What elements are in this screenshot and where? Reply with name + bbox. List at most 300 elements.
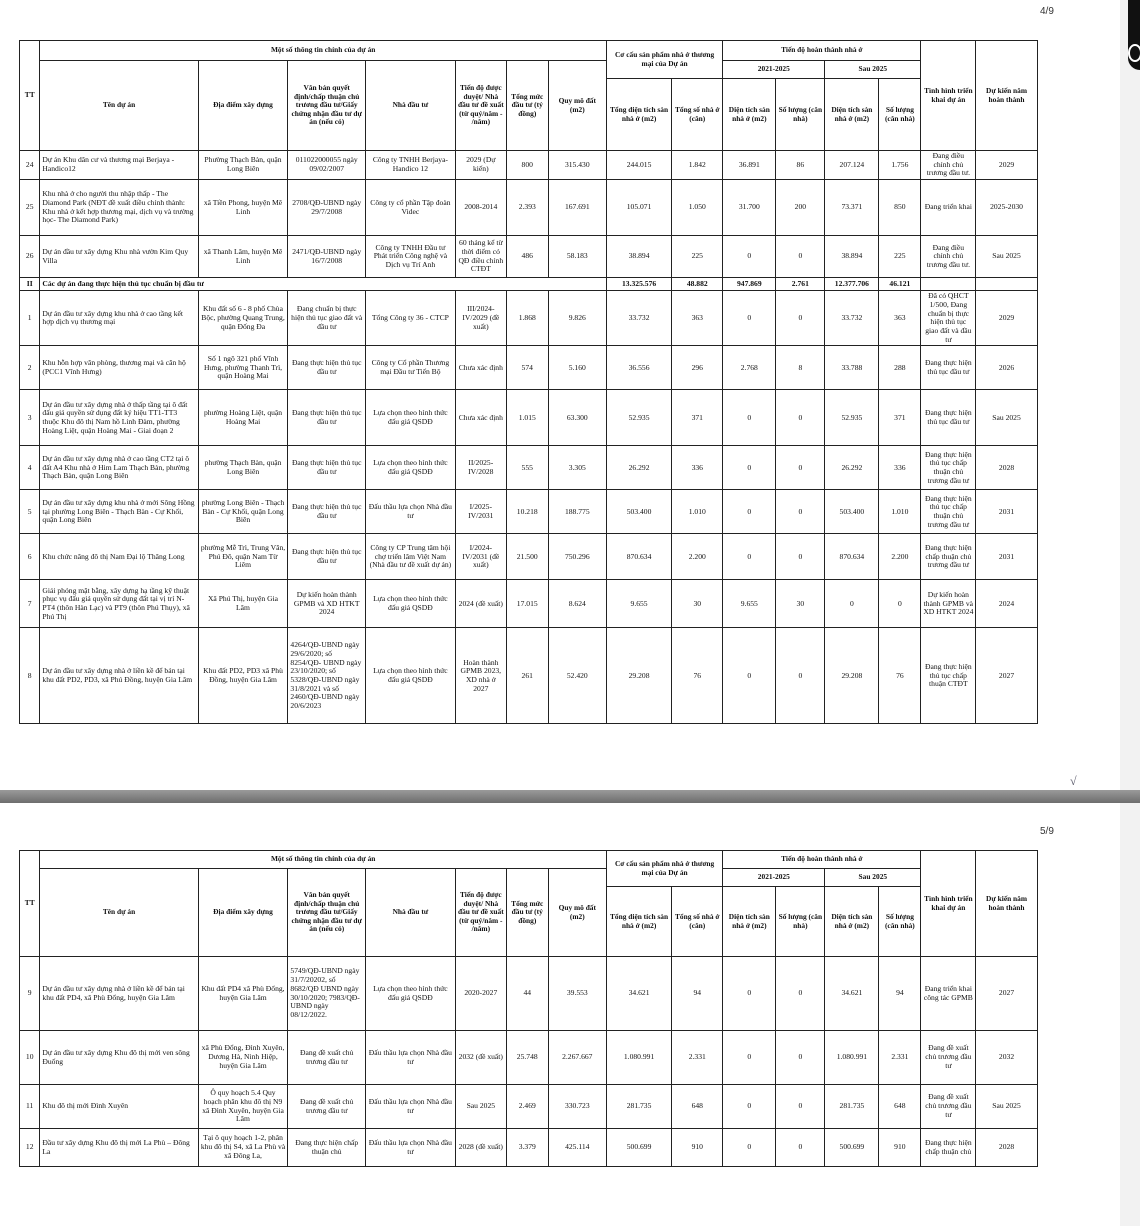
cell-a2: 33.788 xyxy=(825,346,879,390)
cell-u1: 0 xyxy=(776,957,825,1031)
col-total-units: Tổng số nhà ở (căn) xyxy=(672,887,723,957)
cell-year: 2026 xyxy=(976,346,1037,390)
cell-floor: 105.071 xyxy=(606,180,671,236)
table-row xyxy=(20,446,1097,490)
cell-u1: 0 xyxy=(776,291,825,346)
cell-u2: 94 xyxy=(879,957,921,1031)
cell-u2: 371 xyxy=(879,390,921,446)
cell-doc: Đang thực hiện thủ tục đầu tư xyxy=(288,534,366,580)
cell-floor: 503.400 xyxy=(606,490,671,534)
cell-u1: 86 xyxy=(776,151,825,180)
section-floor: 13.325.576 xyxy=(606,278,671,291)
col-floor-area-1: Diện tích sàn nhà ở (m2) xyxy=(723,887,776,957)
cell-name: Khu nhà ở cho người thu nhập thấp - The Diamond Park (NĐT đề xuất điều chỉnh thành: Khu nhà ở kết hợp thương mại, dịch vụ và trường học- The Diamond Park) xyxy=(40,180,198,236)
section-a1: 947.869 xyxy=(723,278,776,291)
col-floor-area-2: Diện tích sàn nhà ở (m2) xyxy=(825,887,879,957)
col-project-name: Tên dự án xyxy=(40,61,198,151)
section-u2: 46.121 xyxy=(879,278,921,291)
cell-units: 2.200 xyxy=(672,534,723,580)
cell-doc: 011022000055 ngày 09/02/2007 xyxy=(288,151,366,180)
table-row xyxy=(20,180,1097,236)
cell-location: phường Hoàng Liệt, quận Hoàng Mai xyxy=(198,390,288,446)
cell-schedule: I/2024-IV/2031 (đề xuất) xyxy=(455,534,506,580)
table-row xyxy=(20,957,1097,1031)
cell-floor: 244.015 xyxy=(606,151,671,180)
cell-schedule: 2028 (đề xuất) xyxy=(455,1129,506,1167)
cell-floor: 52.935 xyxy=(606,390,671,446)
cell-location: Số 1 ngõ 321 phố Vĩnh Hưng, phường Thanh Trì, quận Hoàng Mai xyxy=(198,346,288,390)
project-table xyxy=(19,850,1097,1167)
col-period-after-2025: Sau 2025 xyxy=(825,869,921,887)
cell-doc: Đang thực hiện thủ tục đầu tư xyxy=(288,446,366,490)
handwritten-mark: √ xyxy=(1070,774,1077,788)
col-status: Tình hình triển khai dự án xyxy=(921,41,976,151)
cell-schedule: Chưa xác định xyxy=(455,346,506,390)
cell-name: Dự án Khu dân cư và thương mại Berjaya - Handico12 xyxy=(40,151,198,180)
cell-invest: 1.015 xyxy=(506,390,548,446)
col-approved-schedule: Tiến độ được duyệt/ Nhà đầu tư đề xuất (từ quý/năm - /năm) xyxy=(455,61,506,151)
cell-year: 2027 xyxy=(976,628,1037,724)
cell-units: 363 xyxy=(672,291,723,346)
cell-location: phường Thạch Bàn, quận Long Biên xyxy=(198,446,288,490)
cell-name: Dự án đầu tư xây dựng khu nhà ở mới Sông Hồng tại phường Long Biên - Thạch Bàn - Cự Khối, quận Long Biên xyxy=(40,490,198,534)
cell-status: Dự kiến hoàn thành GPMB và XD HTKT 2024 xyxy=(921,580,976,628)
section-units: 48.882 xyxy=(672,278,723,291)
cell-u2: 850 xyxy=(879,180,921,236)
cell-doc: Dự kiến hoàn thành GPMB và XD HTKT 2024 xyxy=(288,580,366,628)
page-number: 4/9 xyxy=(1040,6,1054,17)
circle-icon xyxy=(1128,44,1140,62)
cell-name: Dự án đầu tư xây dựng nhà ở thấp tầng tại ô đất đấu giá quyền sử dụng đất ký hiệu TT1-TT3 thuộc Khu đô thị Nam hồ Linh Đàm, phường Hoàng Liệt, quận Hoàng Mai - Giai đoạn 2 xyxy=(40,390,198,446)
cell-units: 1.842 xyxy=(672,151,723,180)
cell-schedule: 60 tháng kể từ thời điểm có QĐ điều chỉnh CTĐT xyxy=(455,236,506,278)
cell-invest: 261 xyxy=(506,628,548,724)
cell-status: Đang thực hiện chấp thuận chủ trương đầu tư xyxy=(921,534,976,580)
cell-land: 9.826 xyxy=(548,291,606,346)
cell-year: 2029 xyxy=(976,151,1037,180)
cell-name: Dự án đầu tư xây dựng Khu nhà vườn Kim Quy Villa xyxy=(40,236,198,278)
cell-status: Đang thực hiện thủ tục chấp thuận chủ trương đầu tư xyxy=(921,490,976,534)
page-number: 5/9 xyxy=(1040,826,1054,837)
cell-floor: 38.894 xyxy=(606,236,671,278)
cell-tt: 26 xyxy=(20,236,40,278)
section-a2: 12.377.706 xyxy=(825,278,879,291)
cell-invest: 25.748 xyxy=(506,1031,548,1085)
col-completion-year: Dự kiến năm hoàn thành xyxy=(976,851,1037,957)
cell-name: Khu hỗn hợp văn phòng, thương mại và căn hộ (PCC1 Vĩnh Hưng) xyxy=(40,346,198,390)
cell-u1: 0 xyxy=(776,390,825,446)
cell-location: Ô quy hoạch 5.4 Quy hoạch phân khu đô thị N9 xã Đình Xuyên, huyện Gia Lâm xyxy=(198,1085,288,1129)
col-units-2: Số lượng (căn nhà) xyxy=(879,79,921,151)
cell-units: 30 xyxy=(672,580,723,628)
col-tt: TT xyxy=(20,41,40,151)
cell-a2: 73.371 xyxy=(825,180,879,236)
cell-tt: 25 xyxy=(20,180,40,236)
cell-u1: 200 xyxy=(776,180,825,236)
cell-investor: Công ty TNHH Berjaya-Handico 12 xyxy=(365,151,455,180)
cell-u2: 363 xyxy=(879,291,921,346)
cell-investor: Đấu thầu lựa chọn Nhà đầu tư xyxy=(365,1085,455,1129)
cell-u1: 0 xyxy=(776,490,825,534)
cell-status: Đang điều chỉnh chủ trương đầu tư. xyxy=(921,236,976,278)
col-location: Địa điểm xây dựng xyxy=(198,61,288,151)
cell-schedule: 2032 (đề xuất) xyxy=(455,1031,506,1085)
cell-units: 648 xyxy=(672,1085,723,1129)
section-tt: II xyxy=(20,278,40,291)
cell-location: Xã Phú Thị, huyện Gia Lâm xyxy=(198,580,288,628)
col-approved-schedule: Tiến độ được duyệt/ Nhà đầu tư đề xuất (từ quý/năm - /năm) xyxy=(455,869,506,957)
col-period-after-2025: Sau 2025 xyxy=(825,61,921,79)
cell-a2: 33.732 xyxy=(825,291,879,346)
cell-land: 58.183 xyxy=(548,236,606,278)
cell-u1: 8 xyxy=(776,346,825,390)
cell-u1: 0 xyxy=(776,236,825,278)
cell-floor: 1.080.991 xyxy=(606,1031,671,1085)
cell-location: Phường Thạch Bàn, quận Long Biên xyxy=(198,151,288,180)
cell-floor: 29.208 xyxy=(606,628,671,724)
cell-invest: 800 xyxy=(506,151,548,180)
cell-invest: 17.015 xyxy=(506,580,548,628)
cell-land: 52.420 xyxy=(548,628,606,724)
col-group-progress: Tiến độ hoàn thành nhà ở xyxy=(723,41,921,61)
col-group-general: Một số thông tin chính của dự án xyxy=(40,851,607,869)
cell-doc: 5749/QĐ-UBND ngày 31/7/20202, số 8682/QĐ UBND ngày 30/10/2020; 7983/QĐ-UBND ngày 08/12/2022. xyxy=(288,957,366,1031)
cell-units: 94 xyxy=(672,957,723,1031)
cell-units: 1.050 xyxy=(672,180,723,236)
section-year xyxy=(976,278,1037,291)
cell-u1: 0 xyxy=(776,446,825,490)
col-total-floor-area: Tổng diện tích sàn nhà ở (m2) xyxy=(606,79,671,151)
cell-u2: 225 xyxy=(879,236,921,278)
cell-land: 5.160 xyxy=(548,346,606,390)
cell-investor: Công ty cổ phần Tập đoàn Videc xyxy=(365,180,455,236)
cell-a2: 207.124 xyxy=(825,151,879,180)
cell-tt: 8 xyxy=(20,628,40,724)
cell-doc: Đang thực hiện thủ tục đầu tư xyxy=(288,490,366,534)
cell-name: Đầu tư xây dựng Khu đô thị mới La Phù – Đông La xyxy=(40,1129,198,1167)
cell-status: Đang thực hiện chấp thuận chủ xyxy=(921,1129,976,1167)
col-land-area: Quy mô đất (m2) xyxy=(548,61,606,151)
col-group-progress: Tiến độ hoàn thành nhà ở xyxy=(723,851,921,869)
cell-u1: 0 xyxy=(776,628,825,724)
cell-investor: Công ty TNHH Đầu tư Phát triển Công nghệ và Dịch vụ Trí Anh xyxy=(365,236,455,278)
cell-schedule: Sau 2025 xyxy=(455,1085,506,1129)
cell-doc: Đang thực hiện thủ tục đầu tư xyxy=(288,390,366,446)
cell-a1: 36.891 xyxy=(723,151,776,180)
col-project-name: Tên dự án xyxy=(40,869,198,957)
cell-units: 336 xyxy=(672,446,723,490)
cell-status: Đang điều chỉnh chủ trương đầu tư. xyxy=(921,151,976,180)
col-units-1: Số lượng (căn nhà) xyxy=(776,887,825,957)
cell-a1: 2.768 xyxy=(723,346,776,390)
cell-investor: Lựa chọn theo hình thức đấu giá QSDĐ xyxy=(365,390,455,446)
table-row xyxy=(20,390,1097,446)
cell-u2: 0 xyxy=(879,580,921,628)
cell-name: Giải phóng mặt bằng, xây dựng hạ tầng kỹ thuật phục vụ đấu giá quyền sử dụng đất tại vị trí N-PT4 (thôn Hàn Lạc) và PT9 (thôn Phú Thụy), xã Phú Thị xyxy=(40,580,198,628)
cell-name: Dự án đầu tư xây dựng nhà ở liền kề để bán tại khu đất PD2, PD3, xã Phú Đồng, huyện Gia Lâm xyxy=(40,628,198,724)
cell-year: Sau 2025 xyxy=(976,390,1037,446)
cell-status: Đang triển khai xyxy=(921,180,976,236)
col-period-2021-2025: 2021-2025 xyxy=(723,869,825,887)
cell-units: 225 xyxy=(672,236,723,278)
cell-doc: Đang đề xuất chủ trương đầu tư xyxy=(288,1085,366,1129)
viewer-side-strip xyxy=(1120,0,1140,1226)
col-total-investment: Tổng mức đầu tư (tỷ đồng) xyxy=(506,61,548,151)
cell-land: 39.553 xyxy=(548,957,606,1031)
cell-tt: 10 xyxy=(20,1031,40,1085)
cell-invest: 1.868 xyxy=(506,291,548,346)
col-total-floor-area: Tổng diện tích sàn nhà ở (m2) xyxy=(606,887,671,957)
cell-doc: 2471/QĐ-UBND ngày 16/7/2008 xyxy=(288,236,366,278)
cell-u2: 648 xyxy=(879,1085,921,1129)
cell-schedule: 2029 (Dự kiến) xyxy=(455,151,506,180)
cell-invest: 21.500 xyxy=(506,534,548,580)
cell-a2: 0 xyxy=(825,580,879,628)
cell-a1: 0 xyxy=(723,1031,776,1085)
cell-doc: Đang chuẩn bị thực hiện thủ tục giao đất và đầu tư xyxy=(288,291,366,346)
cell-status: Đang thực hiện thủ tục chấp thuận CTĐT xyxy=(921,628,976,724)
col-floor-area-2: Diện tích sàn nhà ở (m2) xyxy=(825,79,879,151)
cell-u1: 0 xyxy=(776,1085,825,1129)
cell-investor: Lựa chọn theo hình thức đấu giá QSDĐ xyxy=(365,580,455,628)
cell-u1: 0 xyxy=(776,534,825,580)
cell-investor: Lựa chọn theo hình thức đấu giá QSDĐ xyxy=(365,446,455,490)
table-row xyxy=(20,346,1097,390)
cell-year: 2031 xyxy=(976,534,1037,580)
cell-name: Khu chức năng đô thị Nam Đại lộ Thăng Long xyxy=(40,534,198,580)
cell-location: Khu đất PD4 xã Phù Đổng, huyện Gia Lâm xyxy=(198,957,288,1031)
cell-location: Khu đất số 6 - 8 phố Chùa Bộc, phường Quang Trung, quận Đống Đa xyxy=(198,291,288,346)
col-investor: Nhà đầu tư xyxy=(365,61,455,151)
cell-year: 2028 xyxy=(976,1129,1037,1167)
col-decision-doc: Văn bản quyết định/chấp thuận chủ trương đầu tư/Giấy chứng nhận đầu tư dự án (nếu có) xyxy=(288,869,366,957)
cell-tt: 4 xyxy=(20,446,40,490)
table-row xyxy=(20,236,1097,278)
cell-land: 3.305 xyxy=(548,446,606,490)
cell-location: Tại ô quy hoạch 1-2, phân khu đô thị S4, xã La Phù và xã Đông La, xyxy=(198,1129,288,1167)
cell-a2: 1.080.991 xyxy=(825,1031,879,1085)
cell-a1: 0 xyxy=(723,957,776,1031)
section-u1: 2.761 xyxy=(776,278,825,291)
cell-a1: 0 xyxy=(723,236,776,278)
cell-u2: 1.756 xyxy=(879,151,921,180)
cell-u2: 288 xyxy=(879,346,921,390)
cell-name: Khu đô thị mới Đình Xuyên xyxy=(40,1085,198,1129)
col-decision-doc: Văn bản quyết định/chấp thuận chủ trương đầu tư/Giấy chứng nhận đầu tư dự án (nếu có) xyxy=(288,61,366,151)
col-completion-year: Dự kiến năm hoàn thành xyxy=(976,41,1037,151)
cell-a2: 34.621 xyxy=(825,957,879,1031)
cell-a2: 38.894 xyxy=(825,236,879,278)
cell-land: 330.723 xyxy=(548,1085,606,1129)
cell-name: Dự án đầu tư xây dựng nhà ở liền kề để bán tại khu đất PD4, xã Phù Đổng, huyện Gia Lâm xyxy=(40,957,198,1031)
cell-name: Dự án đầu tư xây dựng khu nhà ở cao tầng kết hợp dịch vụ thương mại xyxy=(40,291,198,346)
cell-investor: Đấu thầu lựa chọn Nhà đầu tư xyxy=(365,1031,455,1085)
project-table xyxy=(19,40,1097,724)
cell-year: 2027 xyxy=(976,957,1037,1031)
cell-floor: 34.621 xyxy=(606,957,671,1031)
cell-tt: 3 xyxy=(20,390,40,446)
document-page-5 xyxy=(0,803,1120,1226)
cell-a1: 0 xyxy=(723,628,776,724)
cell-status: Đã có QHCT 1/500, Đang chuẩn bị thực hiện thủ tục giao đất và đầu tư xyxy=(921,291,976,346)
col-investor: Nhà đầu tư xyxy=(365,869,455,957)
section-status xyxy=(921,278,976,291)
cell-invest: 486 xyxy=(506,236,548,278)
cell-location: xã Tiền Phong, huyện Mê Linh xyxy=(198,180,288,236)
cell-floor: 26.292 xyxy=(606,446,671,490)
cell-floor: 36.556 xyxy=(606,346,671,390)
cell-a2: 503.400 xyxy=(825,490,879,534)
cell-location: Khu đất PD2, PD3 xã Phù Đồng, huyện Gia Lâm xyxy=(198,628,288,724)
cell-floor: 500.699 xyxy=(606,1129,671,1167)
col-group-general: Một số thông tin chính của dự án xyxy=(40,41,607,61)
cell-a2: 52.935 xyxy=(825,390,879,446)
cell-a2: 870.634 xyxy=(825,534,879,580)
page-separator xyxy=(0,790,1140,803)
cell-tt: 9 xyxy=(20,957,40,1031)
cell-land: 188.775 xyxy=(548,490,606,534)
cell-invest: 10.218 xyxy=(506,490,548,534)
cell-a1: 0 xyxy=(723,534,776,580)
table-row xyxy=(20,534,1097,580)
cell-a1: 0 xyxy=(723,490,776,534)
cell-a1: 0 xyxy=(723,390,776,446)
col-units-2: Số lượng (căn nhà) xyxy=(879,887,921,957)
cell-u1: 30 xyxy=(776,580,825,628)
cell-status: Đang đề xuất chủ trương đầu tư xyxy=(921,1031,976,1085)
cell-investor: Đấu thầu lựa chọn Nhà đầu tư xyxy=(365,1129,455,1167)
cell-tt: 12 xyxy=(20,1129,40,1167)
cell-doc: Đang thực hiện chấp thuận chủ xyxy=(288,1129,366,1167)
cell-location: xã Thanh Lâm, huyện Mê Linh xyxy=(198,236,288,278)
cell-status: Đang triển khai công tác GPMB xyxy=(921,957,976,1031)
cell-u1: 0 xyxy=(776,1031,825,1085)
cell-investor: Công ty CP Trung tâm hội chợ triển lãm Việt Nam (Nhà đầu tư đề xuất dự án) xyxy=(365,534,455,580)
cell-year: 2029 xyxy=(976,291,1037,346)
cell-investor: Lựa chọn theo hình thức đấu giá QSDĐ xyxy=(365,957,455,1031)
cell-land: 167.691 xyxy=(548,180,606,236)
cell-a2: 500.699 xyxy=(825,1129,879,1167)
col-status: Tình hình triển khai dự án xyxy=(921,851,976,957)
cell-tt: 2 xyxy=(20,346,40,390)
cell-floor: 281.735 xyxy=(606,1085,671,1129)
cell-tt: 7 xyxy=(20,580,40,628)
cell-a1: 0 xyxy=(723,291,776,346)
cell-doc: Đang thực hiện thủ tục đầu tư xyxy=(288,346,366,390)
cell-a2: 281.735 xyxy=(825,1085,879,1129)
cell-investor: Đấu thầu lựa chọn Nhà đầu tư xyxy=(365,490,455,534)
cell-u2: 336 xyxy=(879,446,921,490)
cell-investor: Lựa chọn theo hình thức đấu giá QSDĐ xyxy=(365,628,455,724)
cell-u2: 2.200 xyxy=(879,534,921,580)
cell-units: 910 xyxy=(672,1129,723,1167)
cell-schedule: II/2025-IV/2028 xyxy=(455,446,506,490)
col-land-area: Quy mô đất (m2) xyxy=(548,869,606,957)
cell-land: 8.624 xyxy=(548,580,606,628)
cell-floor: 33.732 xyxy=(606,291,671,346)
cell-status: Đang thực hiện thủ tục chấp thuận chủ trương đầu tư xyxy=(921,446,976,490)
cell-schedule: 2020-2027 xyxy=(455,957,506,1031)
cell-units: 1.010 xyxy=(672,490,723,534)
cell-tt: 24 xyxy=(20,151,40,180)
cell-u2: 910 xyxy=(879,1129,921,1167)
col-tt: TT xyxy=(20,851,40,957)
cell-schedule: 2008-2014 xyxy=(455,180,506,236)
cell-units: 2.331 xyxy=(672,1031,723,1085)
cell-invest: 2.393 xyxy=(506,180,548,236)
cell-invest: 3.379 xyxy=(506,1129,548,1167)
cell-location: xã Phù Đổng, Đình Xuyên, Dương Hà, Ninh Hiệp, huyện Gia Lâm xyxy=(198,1031,288,1085)
cell-year: 2028 xyxy=(976,446,1037,490)
table-row xyxy=(20,151,1097,180)
cell-u2: 2.331 xyxy=(879,1031,921,1085)
cell-a2: 26.292 xyxy=(825,446,879,490)
cell-location: phường Long Biên - Thạch Bàn - Cự Khối, quận Long Biên xyxy=(198,490,288,534)
cell-land: 2.267.667 xyxy=(548,1031,606,1085)
section-label: Các dự án đang thực hiện thủ tục chuẩn bị đầu tư xyxy=(40,278,607,291)
col-group-structure: Cơ cấu sản phẩm nhà ở thương mại của Dự án xyxy=(606,851,722,887)
cell-units: 296 xyxy=(672,346,723,390)
cell-year: 2031 xyxy=(976,490,1037,534)
col-total-investment: Tổng mức đầu tư (tỷ đồng) xyxy=(506,869,548,957)
cell-doc: Đang đề xuất chủ trương đầu tư xyxy=(288,1031,366,1085)
cell-doc: 4264/QĐ-UBND ngày 29/6/2020; số 8254/QĐ- UBND ngày 23/10/2020; số 5328/QĐ-UBND ngày 31/8/2021 và số 2460/QĐ-UBND ngày 20/6/2023 xyxy=(288,628,366,724)
cell-invest: 44 xyxy=(506,957,548,1031)
cell-year: Sau 2025 xyxy=(976,1085,1037,1129)
cell-year: 2025-2030 xyxy=(976,180,1037,236)
cell-name: Dự án đầu tư xây dựng Khu đô thị mới ven sông Đuống xyxy=(40,1031,198,1085)
cell-u2: 76 xyxy=(879,628,921,724)
cell-units: 76 xyxy=(672,628,723,724)
cell-invest: 574 xyxy=(506,346,548,390)
table-row xyxy=(20,628,1097,724)
cell-status: Đang thực hiện thủ tục đầu tư xyxy=(921,346,976,390)
cell-land: 315.430 xyxy=(548,151,606,180)
cell-year: 2024 xyxy=(976,580,1037,628)
cell-a1: 31.700 xyxy=(723,180,776,236)
cell-schedule: I/2025-IV/2031 xyxy=(455,490,506,534)
cell-a1: 0 xyxy=(723,446,776,490)
cell-units: 371 xyxy=(672,390,723,446)
col-location: Địa điểm xây dựng xyxy=(198,869,288,957)
cell-status: Đang đề xuất chủ trương đầu tư xyxy=(921,1085,976,1129)
cell-schedule: Chưa xác định xyxy=(455,390,506,446)
cell-u2: 1.010 xyxy=(879,490,921,534)
cell-floor: 9.655 xyxy=(606,580,671,628)
cell-tt: 11 xyxy=(20,1085,40,1129)
table-row xyxy=(20,1129,1097,1167)
cell-location: phường Mễ Trì, Trung Văn, Phú Đô, quận Nam Từ Liêm xyxy=(198,534,288,580)
table-row xyxy=(20,490,1097,534)
col-floor-area-1: Diện tích sàn nhà ở (m2) xyxy=(723,79,776,151)
cell-a1: 9.655 xyxy=(723,580,776,628)
table-row xyxy=(20,1031,1097,1085)
cell-doc: 2708/QĐ-UBND ngày 29/7/2008 xyxy=(288,180,366,236)
col-total-units: Tổng số nhà ở (căn) xyxy=(672,79,723,151)
cell-a1: 0 xyxy=(723,1085,776,1129)
cell-year: Sau 2025 xyxy=(976,236,1037,278)
cell-name: Dự án đầu tư xây dựng nhà ở cao tầng CT2 tại ô đất A4 Khu nhà ở Him Lam Thạch Bàn, phường Thạch Bàn, quận Long Biên xyxy=(40,446,198,490)
cell-tt: 6 xyxy=(20,534,40,580)
cell-land: 425.114 xyxy=(548,1129,606,1167)
cell-investor: Tổng Công ty 36 - CTCP xyxy=(365,291,455,346)
cell-year: 2032 xyxy=(976,1031,1037,1085)
cell-land: 63.300 xyxy=(548,390,606,446)
cell-floor: 870.634 xyxy=(606,534,671,580)
cell-invest: 2.469 xyxy=(506,1085,548,1129)
cell-status: Đang thực hiện thủ tục đầu tư xyxy=(921,390,976,446)
table-row xyxy=(20,580,1097,628)
